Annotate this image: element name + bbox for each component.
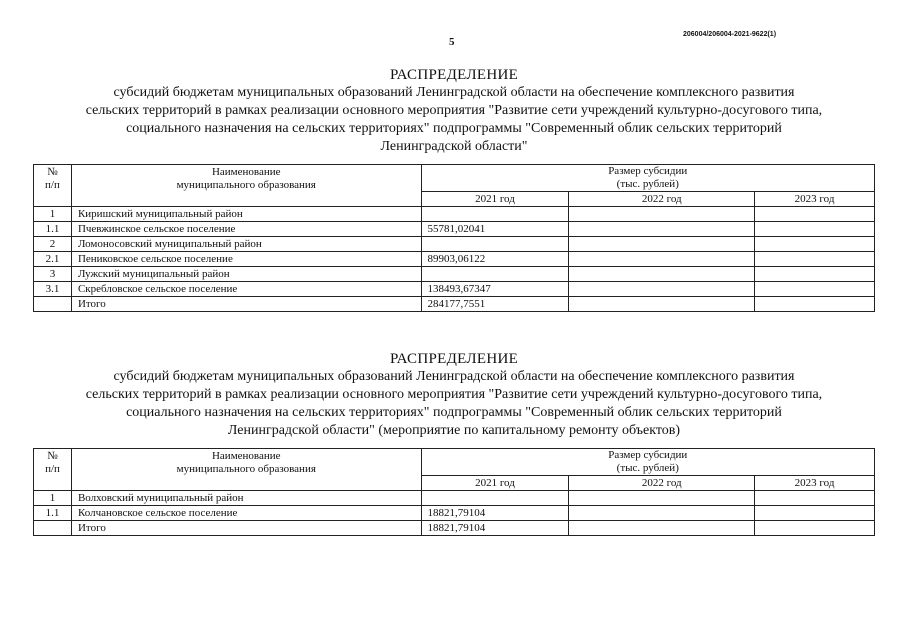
row-name: Киришский муниципальный район <box>71 207 421 222</box>
section-title: РАСПРЕДЕЛЕНИЕ <box>389 67 519 83</box>
table-row <box>34 222 875 237</box>
row-2022 <box>569 521 755 536</box>
row-2021: 89903,06122 <box>421 252 569 267</box>
table-header-row <box>34 165 875 192</box>
row-num: 1 <box>34 207 72 222</box>
row-2022 <box>569 267 755 282</box>
row-2022 <box>569 237 755 252</box>
heading-line: Ленинградской области" <box>380 139 528 154</box>
row-2023 <box>755 222 875 237</box>
row-name: Скребловское сельское поселение <box>71 282 421 297</box>
row-name: Итого <box>71 297 421 312</box>
table-row <box>34 252 875 267</box>
table-total-row <box>34 521 875 536</box>
heading-line: Ленинградской области" (мероприятие по капитальному ремонту объектов) <box>227 423 681 438</box>
header-name-label: муниципального образования <box>176 178 316 191</box>
row-2023 <box>755 506 875 521</box>
row-num: 1.1 <box>34 222 72 237</box>
row-2023 <box>755 491 875 506</box>
subsidy-table <box>33 448 875 536</box>
row-name: Волховский муниципальный район <box>71 491 421 506</box>
header-subsidy-unit: (тыс. рублей) <box>616 462 679 474</box>
row-2022 <box>569 207 755 222</box>
header-subsidy-cell <box>421 449 874 476</box>
row-2021: 138493,67347 <box>421 282 569 297</box>
table-row <box>34 282 875 297</box>
header-year-cell: 2022 год <box>569 476 755 491</box>
row-num <box>34 521 72 536</box>
header-year-cell: 2023 год <box>755 192 875 207</box>
heading-line: социального назначения на сельских территориях" подпрограммы "Современный облик сельских территорий <box>126 405 782 420</box>
heading-line: сельских территорий в рамках реализации основного мероприятия "Развитие сети учреждений культурно-досугового типа, <box>85 103 823 118</box>
header-name-label: муниципального образования <box>176 462 316 475</box>
row-2022 <box>569 282 755 297</box>
section-title: РАСПРЕДЕЛЕНИЕ <box>389 351 519 367</box>
header-subsidy-unit: (тыс. рублей) <box>616 178 679 190</box>
row-2021: 18821,79104 <box>421 506 569 521</box>
subsidy-table <box>33 164 875 312</box>
header-year-cell: 2023 год <box>755 476 875 491</box>
section-heading <box>33 350 875 440</box>
row-name: Ломоносовский муниципальный район <box>71 237 421 252</box>
header-name-label: Наименование <box>211 449 281 462</box>
row-name: Колчановское сельское поселение <box>71 506 421 521</box>
row-2022 <box>569 222 755 237</box>
row-2023 <box>755 252 875 267</box>
header-num-label: п/п <box>45 462 60 475</box>
row-name: Пениковское сельское поселение <box>71 252 421 267</box>
header-subsidy-label: Размер субсидии <box>608 165 688 177</box>
header-num-label: № <box>47 449 58 462</box>
row-num: 3 <box>34 267 72 282</box>
table-row <box>34 237 875 252</box>
row-num: 1 <box>34 491 72 506</box>
row-2021 <box>421 491 569 506</box>
row-2021 <box>421 237 569 252</box>
table-header-row <box>34 449 875 476</box>
row-2021 <box>421 267 569 282</box>
row-2023 <box>755 267 875 282</box>
row-2023 <box>755 237 875 252</box>
row-2023 <box>755 282 875 297</box>
row-name: Лужский муниципальный район <box>71 267 421 282</box>
row-num: 3.1 <box>34 282 72 297</box>
header-num-label: № <box>47 165 58 178</box>
document-id: 206004/206004-2021-9622(1) <box>683 31 777 38</box>
table-row <box>34 491 875 506</box>
table-row <box>34 207 875 222</box>
heading-line: субсидий бюджетам муниципальных образований Ленинградской области на обеспечение комплексного развития <box>113 85 795 100</box>
table-total-row <box>34 297 875 312</box>
table-row <box>34 267 875 282</box>
row-name: Итого <box>71 521 421 536</box>
header-name-cell <box>71 165 421 207</box>
header-subsidy-label: Размер субсидии <box>608 449 688 461</box>
table-row <box>34 506 875 521</box>
row-2023 <box>755 207 875 222</box>
row-2021: 18821,79104 <box>421 521 569 536</box>
row-2023 <box>755 521 875 536</box>
row-num: 2.1 <box>34 252 72 267</box>
row-num: 2 <box>34 237 72 252</box>
row-num: 1.1 <box>34 506 72 521</box>
heading-line: субсидий бюджетам муниципальных образований Ленинградской области на обеспечение комплексного развития <box>113 369 795 384</box>
header-subsidy-cell <box>421 165 874 192</box>
row-2022 <box>569 252 755 267</box>
header-name-label: Наименование <box>211 165 281 178</box>
header-year-cell: 2022 год <box>569 192 755 207</box>
distribution-section-1 <box>33 66 875 312</box>
row-2021: 284177,7551 <box>421 297 569 312</box>
header-year-cell: 2021 год <box>421 192 569 207</box>
row-name: Пчевжинское сельское поселение <box>71 222 421 237</box>
section-heading <box>33 66 875 156</box>
heading-line: сельских территорий в рамках реализации основного мероприятия "Развитие сети учреждений культурно-досугового типа, <box>85 387 823 402</box>
row-2021: 55781,02041 <box>421 222 569 237</box>
row-2021 <box>421 207 569 222</box>
header-year-cell: 2021 год <box>421 476 569 491</box>
row-2022 <box>569 491 755 506</box>
row-2022 <box>569 506 755 521</box>
row-2023 <box>755 297 875 312</box>
header-num-cell <box>34 165 72 207</box>
distribution-section-2 <box>33 350 875 536</box>
page-number: 5 <box>449 36 455 48</box>
header-name-cell <box>71 449 421 491</box>
header-num-label: п/п <box>45 178 60 191</box>
row-num <box>34 297 72 312</box>
header-num-cell <box>34 449 72 491</box>
heading-line: социального назначения на сельских территориях" подпрограммы "Современный облик сельских территорий <box>126 121 782 136</box>
row-2022 <box>569 297 755 312</box>
